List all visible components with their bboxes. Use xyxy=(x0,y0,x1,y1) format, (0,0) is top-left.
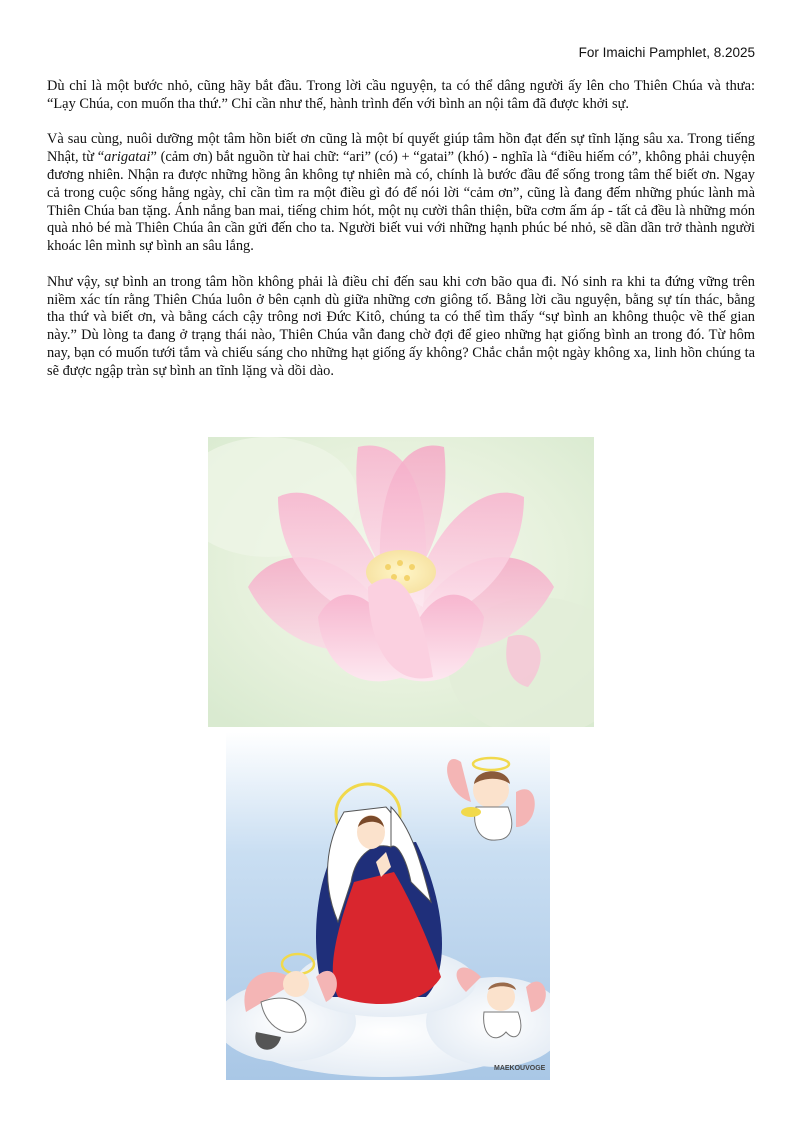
lotus-image xyxy=(208,437,594,727)
paragraph-2-text-b: ” (cảm ơn) bắt nguồn từ hai chữ: “ari” (có) + “gatai” (khó) - nghĩa là “điều hiếm có”, không phải chuyện đương nhiên. Nhận ra được những hồng ân không tự nhiên mà có, chính là bước đầu để sống trong tâm thế biết ơn. Ngay cả trong cuộc sống hằng ngày, chỉ cần tìm ra một điều gì đó để nói lời “cảm ơn”, cũng là đang đếm những phúc lành mà Thiên Chúa ban tặng. Ánh nắng ban mai, tiếng chim hót, một nụ cười thân thiện, bữa cơm ấm áp - tất cả đều là những món quà nhỏ bé mà Thiên Chúa ân cần gửi đến cho ta. Người biết vui với những hạnh phúc bé nhỏ, sẽ dần dần trở thành người khoác lên mình sự bình an sâu lắng. xyxy=(47,149,755,255)
header-text: For Imaichi Pamphlet, 8.2025 xyxy=(578,45,755,60)
paragraph-2 xyxy=(47,131,755,256)
paragraph-1 xyxy=(47,78,755,114)
paragraph-2-italic-word: arigatai xyxy=(104,149,151,166)
paragraph-3 xyxy=(47,274,755,381)
paragraph-1-text: Dù chỉ là một bước nhỏ, cũng hãy bắt đầu. Trong lời cầu nguyện, ta có thể dâng người ấy lên cho Thiên Chúa và thưa: “Lạy Chúa, con muốn tha thứ.” Chỉ cần như thế, hành trình đến với bình an nội tâm đã được khởi sự. xyxy=(47,78,755,112)
paragraph-3-text: Như vậy, sự bình an trong tâm hồn không phải là điều chỉ đến sau khi cơn bão qua đi. Nó sinh ra khi ta đứng vững trên niềm xác tín rằng Thiên Chúa luôn ở bên cạnh dù giữa những cơn giông tố. Bằng lời cầu nguyện, bằng sự tín thác, bằng tha thứ và biết ơn, và bằng cách cậy trông nơi Đức Kitô, chúng ta có thể tìm thấy “sự bình an không thuộc về thế gian này.” Dù lòng ta đang ở trạng thái nào, Thiên Chúa vẫn đang chờ đợi để gieo những hạt giống bình an trong đó. Từ hôm nay, bạn có muốn tưới tắm và chiếu sáng cho những hạt giống ấy không? Chắc chắn một ngày không xa, linh hồn chúng ta sẽ được ngập tràn sự bình an tĩnh lặng và dồi dào. xyxy=(47,273,755,379)
illustration-credit: MAEKOUVOGE xyxy=(494,1065,546,1072)
paragraph-2-text-a: Và sau cùng, nuôi dưỡng một tâm hồn biết ơn cũng là một bí quyết giúp tâm hồn đạt đến sự tĩnh lặng sâu xa. Trong tiếng Nhật, từ “ xyxy=(47,131,755,166)
article-body xyxy=(47,78,755,398)
mary-angels-image xyxy=(226,732,550,1080)
